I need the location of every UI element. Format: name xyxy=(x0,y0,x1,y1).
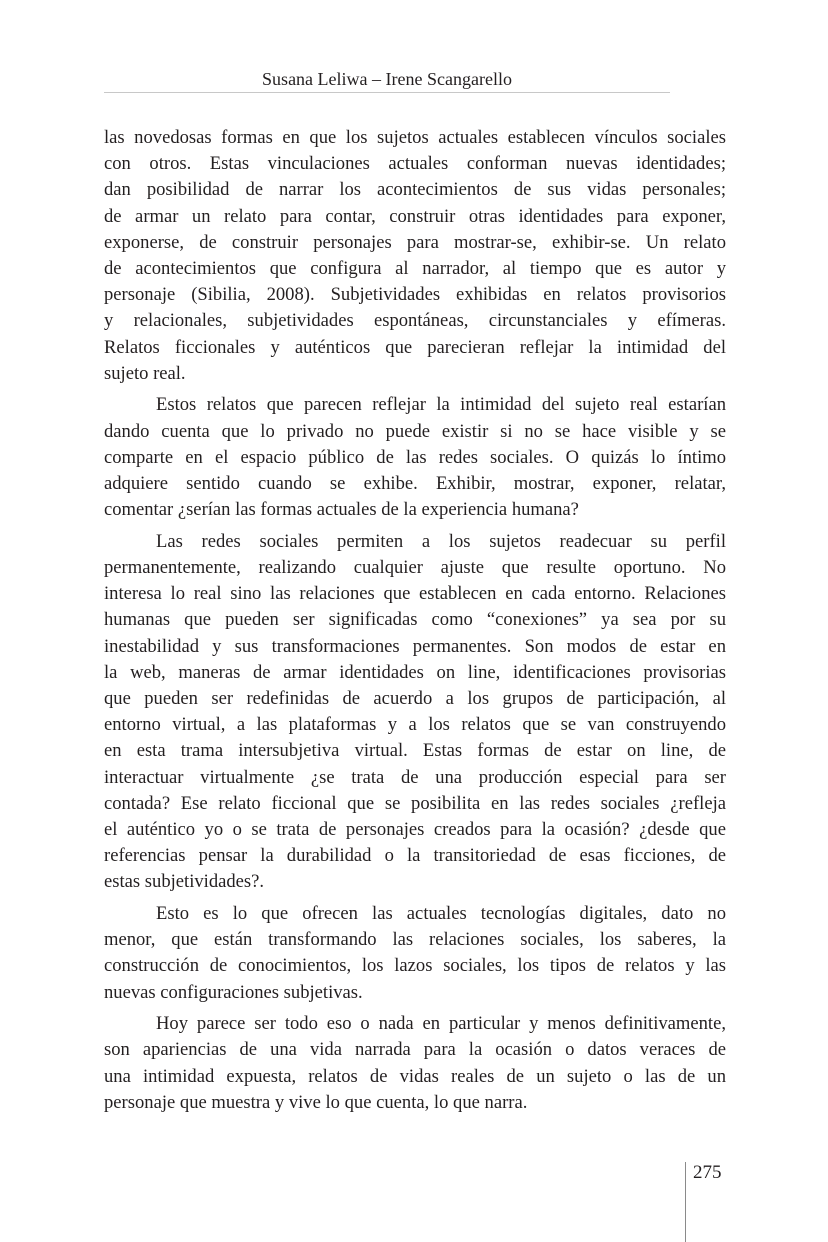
text-line: dando cuenta que lo privado no puede existir si no se hace visible y se xyxy=(104,420,726,442)
paragraph xyxy=(104,529,726,896)
text-line: menor, que están transformando las relaciones sociales, los saberes, la xyxy=(104,929,726,951)
text-line: nuevas configuraciones subjetivas. xyxy=(104,981,363,1003)
text-line: interactuar virtualmente ¿se trata de una producción especial para ser xyxy=(104,766,726,788)
text-line: comparte en el espacio público de las redes sociales. O quizás lo íntimo xyxy=(104,446,726,468)
text-line: de acontecimientos que configura al narrador, al tiempo que es autor y xyxy=(104,257,726,279)
text-line: construcción de conocimientos, los lazos sociales, los tipos de relatos y las xyxy=(104,955,726,977)
paragraph xyxy=(104,1011,726,1116)
page-number: 275 xyxy=(693,1162,722,1183)
text-line: dan posibilidad de narrar los acontecimientos de sus vidas personales; xyxy=(104,179,726,201)
text-line: estas subjetividades?. xyxy=(104,871,265,893)
text-line: en esta trama intersubjetiva virtual. Estas formas de estar on line, de xyxy=(104,740,726,762)
text-line: las novedosas formas en que los sujetos actuales establecen vínculos sociales xyxy=(104,127,726,148)
running-header: Susana Leliwa – Irene Scangarello xyxy=(104,66,670,93)
text-line: y relacionales, subjetividades espontáneas, circunstanciales y efímeras. xyxy=(104,310,726,332)
text-line: la web, maneras de armar identidades on line, identificaciones provisorias xyxy=(104,661,726,683)
body-text xyxy=(104,125,726,1121)
text-line: Estos relatos que parecen reflejar la intimidad del sujeto real estarían xyxy=(156,394,726,416)
text-line: sujeto real. xyxy=(104,362,186,384)
text-line: contada? Ese relato ficcional que se posibilita en las redes sociales ¿refleja xyxy=(104,792,726,814)
text-line: interesa lo real sino las relaciones que establecen en cada entorno. Relaciones xyxy=(104,583,726,605)
text-line: de armar un relato para contar, construir otras identidades para exponer, xyxy=(104,205,726,227)
paragraph xyxy=(104,901,726,1006)
text-line: adquiere sentido cuando se exhibe. Exhibir, mostrar, exponer, relatar, xyxy=(104,472,726,494)
text-line: comentar ¿serían las formas actuales de la experiencia humana? xyxy=(104,499,579,521)
text-line: el auténtico yo o se trata de personajes creados para la ocasión? ¿desde que xyxy=(104,818,726,840)
text-line: inestabilidad y sus transformaciones permanentes. Son modos de estar en xyxy=(104,635,726,657)
text-line: personaje que muestra y vive lo que cuenta, lo que narra. xyxy=(104,1091,528,1113)
text-line: personaje (Sibilia, 2008). Subjetividades exhibidas en relatos provisorios xyxy=(104,284,726,306)
text-line: Las redes sociales permiten a los sujetos readecuar su perfil xyxy=(156,530,726,552)
text-line: una intimidad expuesta, relatos de vidas reales de un sujeto o las de un xyxy=(104,1065,726,1087)
text-line: permanentemente, realizando cualquier ajuste que resulte oportuno. No xyxy=(104,557,726,578)
text-line: humanas que pueden ser significadas como “conexiones” ya sea por su xyxy=(104,609,726,631)
text-line: Hoy parece ser todo eso o nada en particular y menos definitivamente, xyxy=(156,1013,726,1035)
text-line: son apariencias de una vida narrada para la ocasión o datos veraces de xyxy=(104,1039,726,1061)
text-line: entorno virtual, a las plataformas y a los relatos que se van construyendo xyxy=(104,714,726,736)
text-line: referencias pensar la durabilidad o la transitoriedad de esas ficciones, de xyxy=(104,845,726,867)
text-line: exponerse, de construir personajes para mostrar-se, exhibir-se. Un relato xyxy=(104,231,726,253)
text-line: Relatos ficcionales y auténticos que parecieran reflejar la intimidad del xyxy=(104,336,726,358)
paragraph xyxy=(104,125,726,387)
paragraph xyxy=(104,392,726,523)
text-line: con otros. Estas vinculaciones actuales conforman nuevas identidades; xyxy=(104,153,726,175)
page-number-rule xyxy=(685,1162,686,1242)
text-line: Esto es lo que ofrecen las actuales tecnologías digitales, dato no xyxy=(156,902,726,924)
text-line: que pueden ser redefinidas de acuerdo a los grupos de participación, al xyxy=(104,687,726,709)
